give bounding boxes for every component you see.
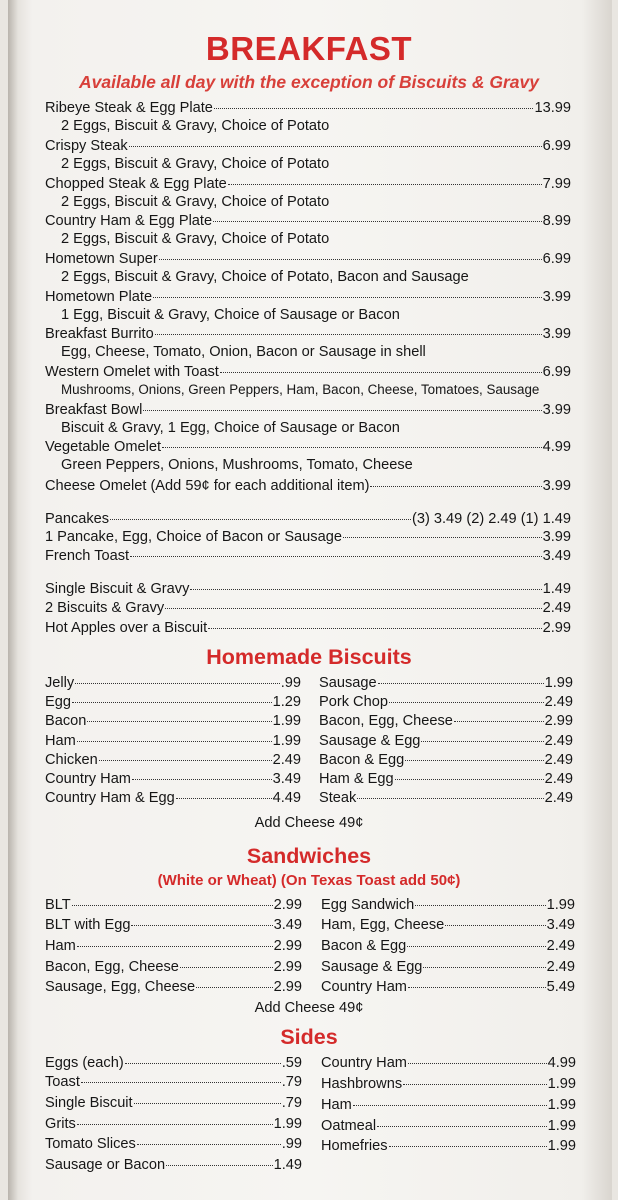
item-description: Biscuit & Gravy, 1 Egg, Choice of Sausage or Bacon [61,420,400,436]
item-price: 2.49 [544,752,573,768]
item-name: Hashbrowns [321,1076,403,1092]
item-name: Hometown Super [45,251,158,267]
biscuits-cheese-note: Add Cheese 49¢ [254,815,364,831]
item-description: 2 Eggs, Biscuit & Gravy, Choice of Potato [61,118,330,134]
item-price: .99 [280,675,301,691]
dot-leader [125,1062,281,1064]
side-item [45,1156,302,1174]
item-name: Bacon [45,713,87,729]
item-price: 2.49 [544,733,573,749]
item-price: 5.49 [546,979,575,995]
page-spine [8,0,18,1200]
breakfast-item [45,438,571,456]
breakfast-item [45,325,571,343]
item-price: 2.49 [544,771,573,787]
dot-leader [176,797,272,799]
item-price: (3) 3.49 (2) 2.49 (1) 1.49 [412,511,571,527]
item-price: 7.99 [542,176,571,192]
dot-leader [132,778,272,780]
side-item [45,1073,302,1091]
dot-leader [72,904,273,906]
side-item [45,1054,302,1072]
item-name: Ham [321,1097,352,1113]
item-name: Sausage [319,675,377,691]
breakfast-title: BREAKFAST [205,30,413,67]
item-price: 3.99 [542,289,571,305]
item-name: Single Biscuit [45,1095,133,1111]
breakfast-item [45,599,571,617]
item-name: Western Omelet with Toast [45,364,219,380]
item-name: Egg [45,694,71,710]
item-name: Ham, Egg, Cheese [321,917,445,933]
dot-leader [403,1083,546,1085]
biscuit-item [45,751,301,769]
item-name: Ham [45,938,76,954]
item-price: 4.49 [272,790,301,806]
item-price: 4.99 [547,1055,576,1071]
item-name: Country Ham & Egg Plate [45,213,213,229]
item-name: Eggs (each) [45,1055,124,1071]
dot-leader [165,607,541,609]
dot-leader [208,627,541,629]
sandwich-item [45,937,302,955]
item-price: 2.99 [273,938,302,954]
item-name: Bacon, Egg, Cheese [319,713,453,729]
side-item [321,1096,576,1114]
item-price: 2.99 [542,620,571,636]
item-name: Single Biscuit & Gravy [45,581,190,597]
breakfast-item [45,99,571,117]
item-description: 2 Eggs, Biscuit & Gravy, Choice of Potato [61,194,330,210]
item-price: 1.99 [544,675,573,691]
side-item [321,1075,576,1093]
item-price: .79 [281,1074,302,1090]
dot-leader [159,258,542,260]
side-item [321,1117,576,1135]
dot-leader [190,588,541,590]
item-price: 6.99 [542,138,571,154]
dot-leader [180,966,273,968]
item-name: Bacon & Egg [319,752,405,768]
item-name: Crispy Steak [45,138,128,154]
dot-leader [408,986,546,988]
dot-leader [166,1164,273,1166]
side-item [321,1137,576,1155]
breakfast-item [45,175,571,193]
item-name: Jelly [45,675,75,691]
item-price: 3.99 [542,326,571,342]
biscuit-item [319,693,573,711]
biscuits-title: Homemade Biscuits [206,645,412,669]
item-description: 1 Egg, Biscuit & Gravy, Choice of Sausage or Bacon [61,307,400,323]
item-name: Egg Sandwich [321,897,415,913]
item-price: .99 [281,1136,302,1152]
item-description: 2 Eggs, Biscuit & Gravy, Choice of Potato [61,231,330,247]
dot-leader [77,1123,273,1125]
biscuit-item [45,674,301,692]
item-price: 1.99 [547,1118,576,1134]
item-price: 3.99 [542,529,571,545]
sandwiches-title: Sandwiches [246,844,372,868]
dot-leader [415,904,545,906]
biscuit-item [45,732,301,750]
item-name: Country Ham [45,771,131,787]
item-price: 4.99 [542,439,571,455]
dot-leader [155,333,542,335]
dot-leader [454,720,544,722]
item-price: 3.49 [272,771,301,787]
sandwich-item [321,916,575,934]
item-price: 3.99 [542,402,571,418]
biscuit-item [319,789,573,807]
dot-leader [110,518,411,520]
item-name: Sausage or Bacon [45,1157,166,1173]
item-description: 2 Eggs, Biscuit & Gravy, Choice of Potato, Bacon and Sausage [61,269,469,285]
dot-leader [134,1102,281,1104]
dot-leader [357,797,543,799]
item-price: 2.49 [544,694,573,710]
sandwiches-subtitle: (White or Wheat) (On Texas Toast add 50¢) [157,872,461,889]
side-item [45,1115,302,1133]
breakfast-item [45,363,571,381]
biscuit-item [319,674,573,692]
dot-leader [214,107,534,109]
item-price: 3.49 [273,917,302,933]
item-description: Mushrooms, Onions, Green Peppers, Ham, Bacon, Cheese, Tomatoes, Sausage [61,382,540,397]
side-item [45,1094,302,1112]
biscuit-item [319,712,573,730]
item-name: Bacon, Egg, Cheese [45,959,179,975]
item-name: Bacon & Egg [321,938,407,954]
item-price: 8.99 [542,213,571,229]
item-price: .59 [281,1055,302,1071]
item-name: Ham & Egg [319,771,394,787]
item-name: Hometown Plate [45,289,153,305]
item-name: Cheese Omelet (Add 59¢ for each additional item) [45,478,370,494]
breakfast-item [45,580,571,598]
item-name: 1 Pancake, Egg, Choice of Bacon or Sausage [45,529,342,545]
dot-leader [423,966,545,968]
item-price: 1.49 [542,581,571,597]
sandwich-item [321,958,575,976]
breakfast-subtitle: Available all day with the exception of Biscuits & Gravy [79,72,539,92]
item-description: Egg, Cheese, Tomato, Onion, Bacon or Sausage in shell [61,344,426,360]
dot-leader [389,1145,547,1147]
dot-leader [77,740,272,742]
item-name: Sausage & Egg [321,959,423,975]
breakfast-item [45,528,571,546]
dot-leader [378,682,544,684]
item-price: 3.49 [546,917,575,933]
item-name: Breakfast Bowl [45,402,143,418]
item-name: Hot Apples over a Biscuit [45,620,208,636]
sandwich-item [45,896,302,914]
item-name: BLT with Egg [45,917,131,933]
dot-leader [137,1143,281,1145]
dot-leader [445,924,545,926]
item-name: Chicken [45,752,98,768]
dot-leader [99,759,272,761]
biscuit-item [319,732,573,750]
breakfast-item [45,288,571,306]
item-name: Vegetable Omelet [45,439,162,455]
sandwich-item [45,958,302,976]
breakfast-item [45,619,571,637]
item-price: 13.99 [534,100,571,116]
item-name: Homefries [321,1138,388,1154]
breakfast-item [45,477,571,495]
dot-leader [213,220,541,222]
breakfast-item [45,212,571,230]
biscuit-item [45,693,301,711]
dot-leader [72,701,272,703]
item-price: 1.99 [547,1138,576,1154]
dot-leader [81,1081,281,1083]
item-name: Chopped Steak & Egg Plate [45,176,227,192]
item-price: 1.99 [272,733,301,749]
biscuit-item [45,770,301,788]
biscuit-item [45,789,301,807]
item-name: Country Ham [321,1055,407,1071]
sandwich-item [45,916,302,934]
breakfast-item [45,137,571,155]
item-price: 1.99 [547,1076,576,1092]
item-name: BLT [45,897,71,913]
item-name: Breakfast Burrito [45,326,154,342]
sandwich-item [321,896,575,914]
side-item [321,1054,576,1072]
item-name: Country Ham & Egg [45,790,175,806]
breakfast-item [45,510,571,528]
item-price: 2.99 [273,897,302,913]
dot-leader [377,1125,546,1127]
item-price: 2.99 [273,959,302,975]
sandwich-item [321,937,575,955]
item-price: 6.99 [542,364,571,380]
item-price: 2.49 [546,959,575,975]
dot-leader [143,409,541,411]
item-price: 2.99 [273,979,302,995]
item-price: 2.49 [544,790,573,806]
dot-leader [153,296,542,298]
breakfast-item [45,401,571,419]
item-price: 1.49 [273,1157,302,1173]
item-name: Sausage, Egg, Cheese [45,979,196,995]
item-name: Grits [45,1116,76,1132]
dot-leader [130,555,542,557]
side-item [45,1135,302,1153]
dot-leader [162,446,542,448]
item-name: 2 Biscuits & Gravy [45,600,165,616]
dot-leader [87,720,271,722]
item-name: Oatmeal [321,1118,377,1134]
item-price: 1.99 [546,897,575,913]
breakfast-item [45,250,571,268]
dot-leader [196,986,272,988]
dot-leader [407,945,545,947]
dot-leader [389,701,544,703]
item-price: 2.99 [544,713,573,729]
item-name: Ribeye Steak & Egg Plate [45,100,213,116]
item-price: 2.49 [272,752,301,768]
dot-leader [395,778,544,780]
item-price: 2.49 [542,600,571,616]
item-name: Pork Chop [319,694,388,710]
dot-leader [220,371,542,373]
item-price: 3.49 [542,548,571,564]
item-name: Tomato Slices [45,1136,136,1152]
item-price: 1.29 [272,694,301,710]
item-price: 1.99 [272,713,301,729]
item-name: Ham [45,733,76,749]
item-name: Steak [319,790,357,806]
sandwich-item [45,978,302,996]
item-description: Green Peppers, Onions, Mushrooms, Tomato, Cheese [61,457,413,473]
item-name: Pancakes [45,511,110,527]
item-price: 2.49 [546,938,575,954]
biscuit-item [319,751,573,769]
dot-leader [405,759,543,761]
item-price: 6.99 [542,251,571,267]
item-name: Sausage & Egg [319,733,421,749]
dot-leader [129,145,542,147]
item-price: 1.99 [273,1116,302,1132]
dot-leader [228,183,542,185]
item-price: 3.99 [542,478,571,494]
item-name: Country Ham [321,979,407,995]
biscuit-item [319,770,573,788]
item-name: Toast [45,1074,80,1090]
dot-leader [421,740,543,742]
sandwich-item [321,978,575,996]
sandwiches-cheese-note: Add Cheese 49¢ [254,1000,364,1016]
dot-leader [353,1104,547,1106]
dot-leader [408,1062,547,1064]
dot-leader [131,924,272,926]
item-price: .79 [281,1095,302,1111]
item-name: French Toast [45,548,130,564]
biscuit-item [45,712,301,730]
sides-title: Sides [280,1025,338,1049]
item-description: 2 Eggs, Biscuit & Gravy, Choice of Potato [61,156,330,172]
dot-leader [343,536,542,538]
breakfast-item [45,547,571,565]
item-price: 1.99 [547,1097,576,1113]
dot-leader [75,682,280,684]
dot-leader [77,945,273,947]
dot-leader [370,485,541,487]
